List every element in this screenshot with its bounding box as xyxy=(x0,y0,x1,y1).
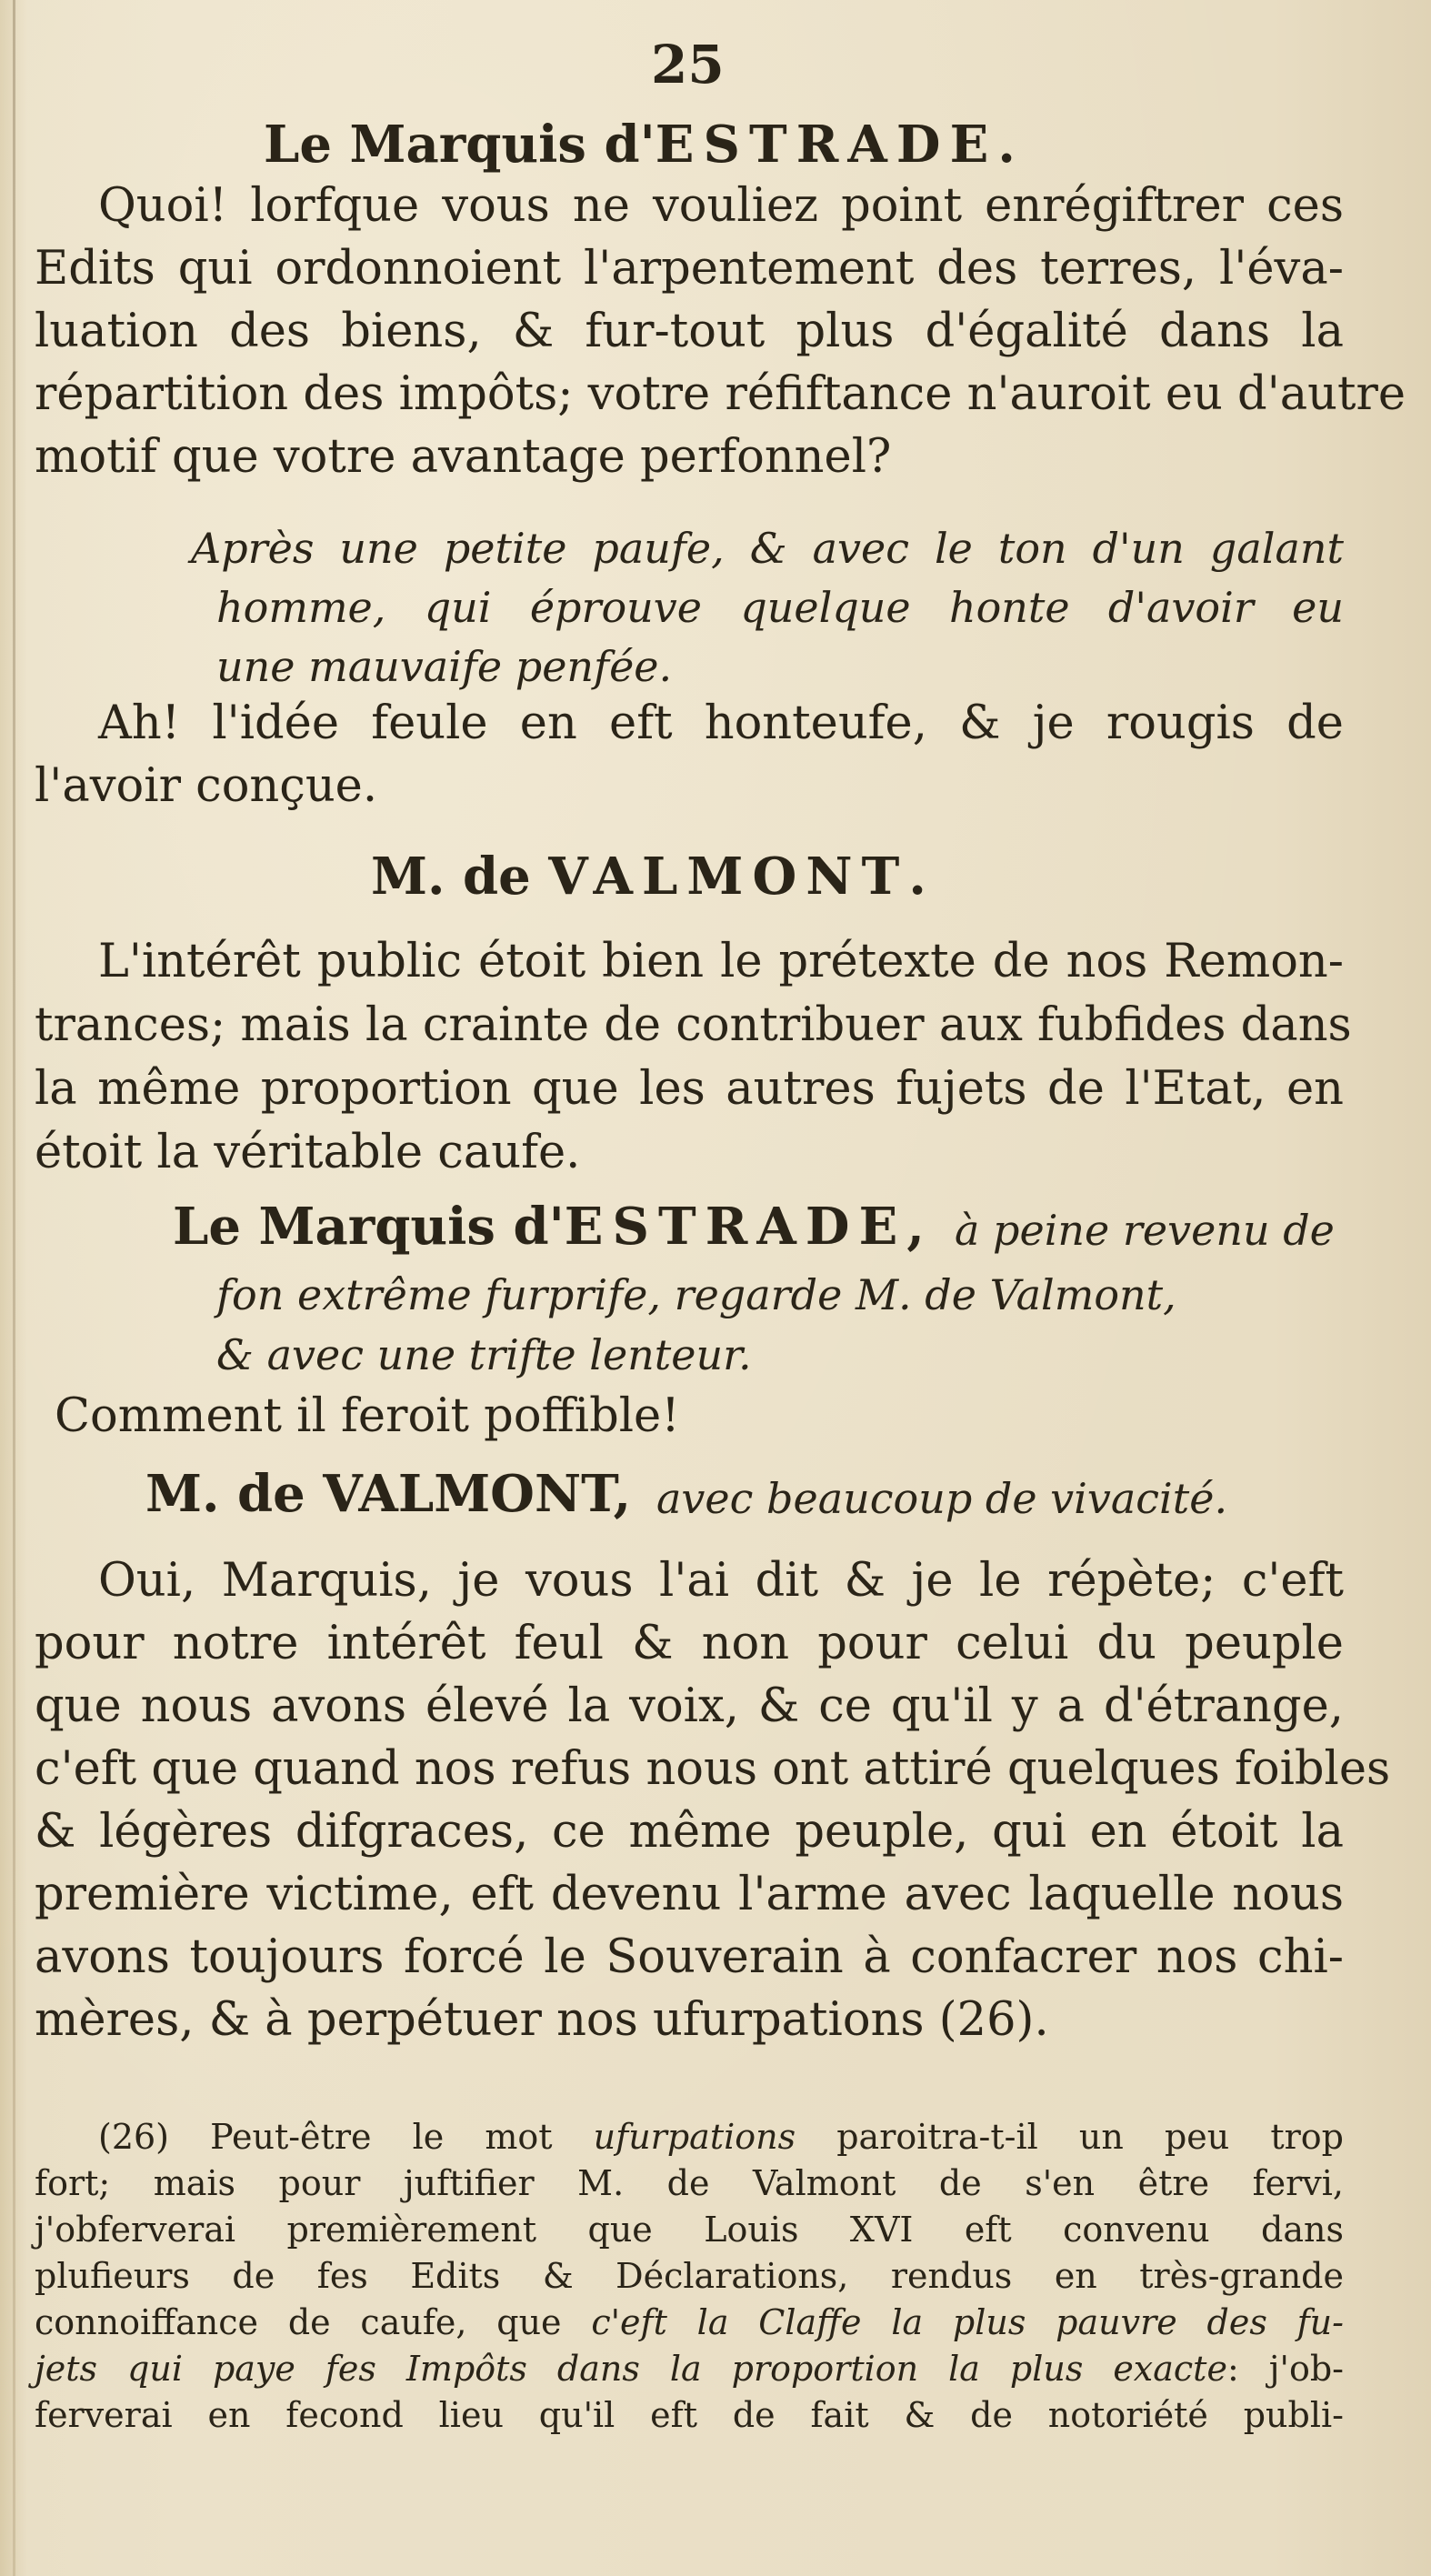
paragraph-line: L'intérêt public étoit bien le prétexte de nos Remon- xyxy=(98,935,1344,988)
footnote-line: ferverai en fecond lieu qu'il eft de fait & de notoriété publi- xyxy=(35,2395,1344,2435)
stage-direction-line: à peine revenu de xyxy=(955,1206,1335,1255)
paragraph-line: que nous avons élevé la voix, & ce qu'il y a d'étrange, xyxy=(35,1679,1344,1733)
footnote-line: connoiffance de caufe, que c'eft la Claffe la plus pauvre des fu- xyxy=(35,2302,1344,2342)
paragraph-line: mères, & à perpétuer nos ufurpations (26). xyxy=(35,1993,1049,2047)
speaker-heading-estrade: Le Marquis d'ESTRADE. xyxy=(264,115,1016,175)
speaker-heading-valmont: M. de VALMONT. xyxy=(371,847,926,907)
footnote-line: j'obferverai premièrement que Louis XVI eft convenu dans xyxy=(35,2210,1344,2250)
footnote-line: plufieurs de fes Edits & Déclarations, rendus en très-grande xyxy=(35,2256,1344,2296)
paragraph-line: la même proportion que les autres fujets de l'Etat, en xyxy=(35,1062,1344,1116)
footnote-line: (26) Peut-être le mot ufurpations paroitra-t-il un peu trop xyxy=(98,2117,1344,2157)
paragraph-line: & légères difgraces, ce même peuple, qui en étoit la xyxy=(35,1805,1344,1859)
paragraph-line: pour notre intérêt feul & non pour celui du peuple xyxy=(35,1617,1344,1670)
paragraph-line: avons toujours forcé le Souverain à confacrer nos chi- xyxy=(35,1930,1344,1984)
paragraph-line: Comment il feroit poffible! xyxy=(55,1389,680,1443)
paragraph-line: Quoi! lorfque vous ne vouliez point enrégiftrer ces xyxy=(98,179,1344,233)
paragraph-line: étoit la véritable caufe. xyxy=(35,1126,581,1179)
paragraph-line: trances; mais la crainte de contribuer aux fubfides dans xyxy=(35,998,1352,1052)
speaker-heading-valmont-2: M. de VALMONT, xyxy=(145,1464,632,1524)
stage-direction-line: avec beaucoup de vivacité. xyxy=(656,1474,1228,1523)
stage-direction-line: & avec une trifte lenteur. xyxy=(216,1330,752,1379)
paragraph-line: motif que votre avantage perfonnel? xyxy=(35,430,892,484)
paragraph-line: luation des biens, & fur-tout plus d'égalité dans la xyxy=(35,305,1344,358)
paragraph-line: première victime, eft devenu l'arme avec laquelle nous xyxy=(35,1868,1344,1921)
paragraph-line: Edits qui ordonnoient l'arpentement des terres, l'éva- xyxy=(35,242,1344,296)
paragraph-line: Oui, Marquis, je vous l'ai dit & je le répète; c'eft xyxy=(98,1554,1344,1608)
footnote-line: jets qui paye fes Impôts dans la proportion la plus exacte: j'ob- xyxy=(35,2349,1345,2389)
speaker-heading-estrade-2: Le Marquis d'ESTRADE, xyxy=(173,1197,925,1257)
stage-direction-line: fon extrême furprife, regarde M. de Valmont, xyxy=(216,1270,1176,1319)
page-number: 25 xyxy=(651,34,725,95)
paragraph-line: Ah! l'idée feule en eft honteufe, & je rougis de xyxy=(98,697,1344,750)
footnote-line: fort; mais pour juftifier M. de Valmont de s'en être fervi, xyxy=(35,2163,1344,2203)
paragraph-line: c'eft que quand nos refus nous ont attiré quelques foibles xyxy=(35,1742,1391,1796)
stage-direction-line: une mauvaife penfée. xyxy=(216,642,673,691)
paragraph-line: répartition des impôts; votre réfiftance n'auroit eu d'autre xyxy=(35,367,1406,421)
stage-direction-line: homme, qui éprouve quelque honte d'avoir eu xyxy=(216,583,1344,632)
stage-direction-line: Après une petite paufe, & avec le ton d'un galant xyxy=(191,524,1344,573)
page-edge xyxy=(13,0,15,2576)
paragraph-line: l'avoir conçue. xyxy=(35,759,378,813)
